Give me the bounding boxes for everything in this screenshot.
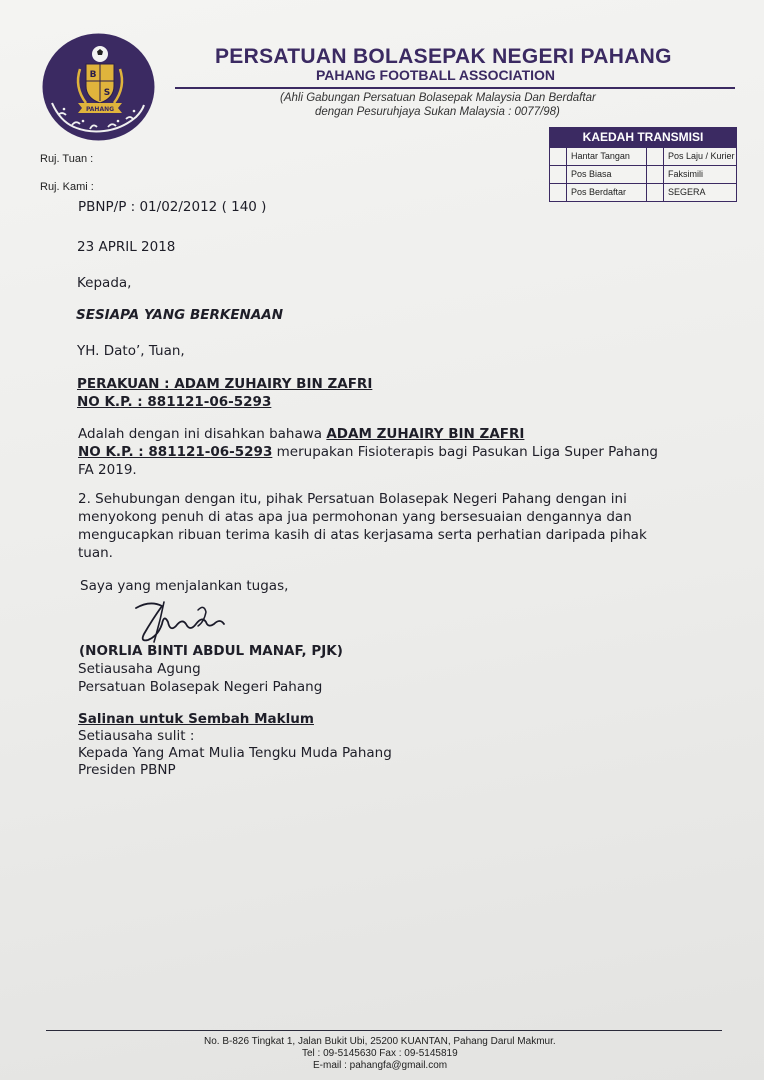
letter-subject-line-2: NO K.P. : 881121-06-5293	[77, 394, 272, 410]
transmission-checkbox	[647, 184, 664, 201]
transmission-title: KAEDAH TRANSMISI	[550, 128, 736, 147]
transmission-checkbox	[550, 184, 567, 201]
svg-text:B: B	[89, 70, 97, 80]
transmission-row	[550, 183, 736, 201]
letter-subject-line-1: PERAKUAN : ADAM ZUHAIRY BIN ZAFRI	[77, 376, 373, 392]
paragraph-2-line-3: mengucapkan ribuan terima kasih di atas kerjasama serta perhatian daripada pihak	[78, 527, 647, 543]
letter-to: Kepada,	[77, 275, 132, 291]
transmission-option: Pos Biasa	[567, 166, 647, 183]
transmission-checkbox	[550, 166, 567, 183]
transmission-box	[549, 127, 737, 202]
header-divider	[175, 87, 735, 89]
transmission-checkbox	[647, 148, 664, 165]
transmission-row	[550, 165, 736, 183]
ref-tuan-label: Ruj. Tuan :	[40, 153, 94, 165]
paragraph-1-line-2	[78, 444, 658, 460]
paragraph-2-line-4: tuan.	[78, 545, 113, 561]
paragraph-1-line-1	[78, 426, 524, 442]
paragraph-2-line-1: 2. Sehubungan dengan itu, pihak Persatuan Bolasepak Negeri Pahang dengan ini	[78, 491, 627, 507]
p1-ic: NO K.P. : 881121-06-5293	[78, 444, 273, 460]
paragraph-2-line-2: menyokong penuh di atas apa jua permohonan yang bersesuaian dengannya dan	[78, 509, 632, 525]
org-subtitle: PAHANG FOOTBALL ASSOCIATION	[316, 67, 556, 83]
ref-kami-value: PBNP/P : 01/02/2012 ( 140 )	[78, 199, 267, 215]
transmission-option: Pos Laju / Kurier	[668, 151, 735, 161]
copies-line-3: Presiden PBNP	[78, 762, 176, 778]
p1-intro: Adalah dengan ini disahkan bahawa	[78, 426, 327, 442]
letter-recipient: SESIAPA YANG BERKENAAN	[76, 307, 284, 323]
letter-closing: Saya yang menjalankan tugas,	[80, 578, 289, 594]
transmission-option: Pos Berdaftar	[567, 184, 647, 201]
letter-date: 23 APRIL 2018	[77, 239, 176, 255]
ref-kami-label: Ruj. Kami :	[40, 181, 94, 193]
svg-text:S: S	[103, 88, 111, 98]
p1-role: merupakan Fisioterapis bagi Pasukan Liga Super Pahang	[272, 444, 658, 460]
transmission-option: SEGERA	[668, 187, 706, 197]
transmission-option: Hantar Tangan	[567, 148, 647, 165]
paragraph-1-line-3: FA 2019.	[78, 462, 137, 478]
copies-heading: Salinan untuk Sembah Maklum	[78, 711, 314, 727]
pahang-fa-logo	[42, 33, 155, 141]
letter-salutation: YH. Dato’, Tuan,	[77, 343, 185, 359]
footer-address: No. B-826 Tingkat 1, Jalan Bukit Ubi, 25200 KUANTAN, Pahang Darul Makmur.	[204, 1036, 556, 1047]
signatory-position: Setiausaha Agung	[78, 661, 201, 677]
footer-divider	[46, 1030, 722, 1031]
transmission-option: Faksimili	[668, 169, 703, 179]
transmission-row	[550, 147, 736, 165]
p1-name: ADAM ZUHAIRY BIN ZAFRI	[326, 426, 525, 442]
logo-ribbon-text: PAHANG	[85, 106, 115, 113]
transmission-checkbox	[647, 166, 664, 183]
signatory-organisation: Persatuan Bolasepak Negeri Pahang	[78, 679, 323, 695]
copies-line-1: Setiausaha sulit :	[78, 728, 195, 744]
transmission-checkbox	[550, 148, 567, 165]
org-title: PERSATUAN BOLASEPAK NEGERI PAHANG	[215, 45, 672, 68]
copies-line-2: Kepada Yang Amat Mulia Tengku Muda Pahang	[78, 745, 392, 761]
signatory-name: (NORLIA BINTI ABDUL MANAF, PJK)	[79, 643, 343, 659]
footer-email: E-mail : pahangfa@gmail.com	[313, 1060, 448, 1071]
affiliation-line-2: dengan Pesuruhjaya Sukan Malaysia : 0077/98)	[315, 106, 560, 118]
footer-phone: Tel : 09-5145630 Fax : 09-5145819	[302, 1048, 458, 1059]
affiliation-line-1: (Ahli Gabungan Persatuan Bolasepak Malaysia Dan Berdaftar	[280, 92, 596, 104]
